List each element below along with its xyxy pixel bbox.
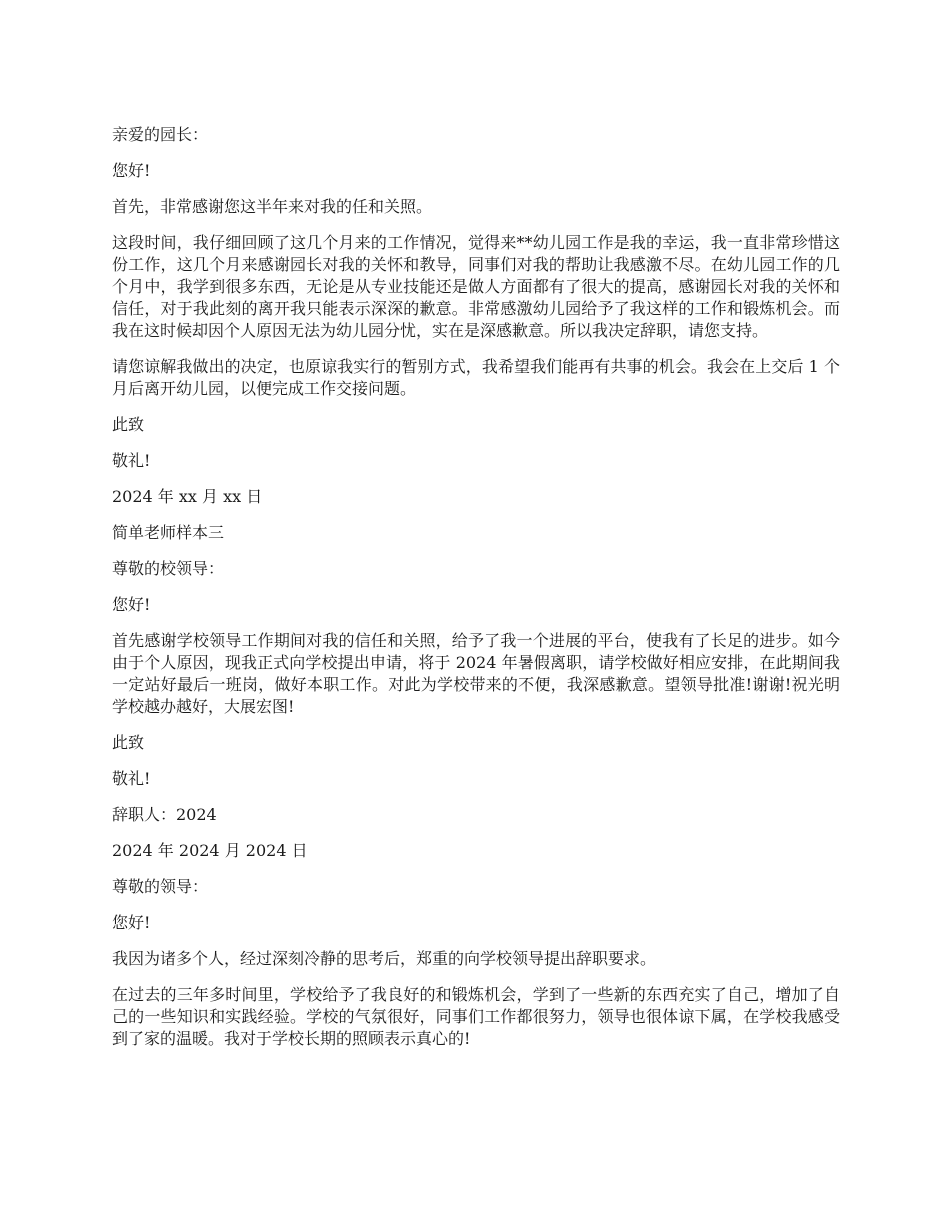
closing-line: 敬礼! (112, 769, 151, 788)
paragraph: 请您谅解我做出的决定，也原谅我实行的暂别方式，我希望我们能再有共事的机会。我会在上交后 1 个月后离开幼儿园，以便完成工作交接问题。 (112, 357, 840, 398)
closing-line: 敬礼! (112, 451, 151, 470)
paragraph: 我因为诸多个人，经过深刻冷静的思考后，郑重的向学校领导提出辞职要求。 (112, 949, 657, 968)
date-line: 2024 年 2024 月 2024 日 (112, 841, 308, 860)
closing-line: 此致 (112, 733, 145, 752)
salutation: 尊敬的校领导： (112, 559, 225, 578)
salutation: 亲爱的园长： (112, 125, 209, 144)
paragraph: 首先感谢学校领导工作期间对我的信任和关照，给予了我一个进展的平台，使我有了长足的进步。如今由于个人原因，现我正式向学校提出申请，将于 2024 年暑假离职，请学校做好相应安排，在此期间我一定站好最后一班岗，做好本职工作。对此为学校带来的不便，我深感歉意。望领导批准!谢谢!祝光明学校越办越好，大展宏图! (112, 631, 840, 716)
date-line: 2024 年 xx 月 xx 日 (112, 487, 263, 506)
salutation: 尊敬的领导： (112, 877, 209, 896)
greeting: 您好! (112, 161, 151, 180)
section-heading: 简单老师样本三 (112, 523, 225, 542)
signature-line: 辞职人：2024 (112, 805, 217, 824)
document-body (112, 124, 840, 1064)
greeting: 您好! (112, 595, 151, 614)
closing-line: 此致 (112, 415, 145, 434)
greeting: 您好! (112, 913, 151, 932)
paragraph: 这段时间，我仔细回顾了这几个月来的工作情况，觉得来**幼儿园工作是我的幸运，我一直非常珍惜这份工作，这几个月来感谢园长对我的关怀和教导，同事们对我的帮助让我感激不尽。在幼儿园工作的几个月中，我学到很多东西，无论是从专业技能还是做人方面都有了很大的提高，感谢园长对我的关怀和信任，对于我此刻的离开我只能表示深深的歉意。非常感激幼儿园给予了我这样的工作和锻炼机会。而我在这时候却因个人原因无法为幼儿园分忧，实在是深感歉意。所以我决定辞职，请您支持。 (112, 233, 840, 340)
paragraph: 首先，非常感谢您这半年来对我的任和关照。 (112, 197, 433, 216)
paragraph: 在过去的三年多时间里，学校给予了我良好的和锻炼机会，学到了一些新的东西充实了自己，增加了自己的一些知识和实践经验。学校的气氛很好，同事们工作都很努力，领导也很体谅下属，在学校我感受到了家的温暖。我对于学校长期的照顾表示真心的! (112, 985, 840, 1048)
